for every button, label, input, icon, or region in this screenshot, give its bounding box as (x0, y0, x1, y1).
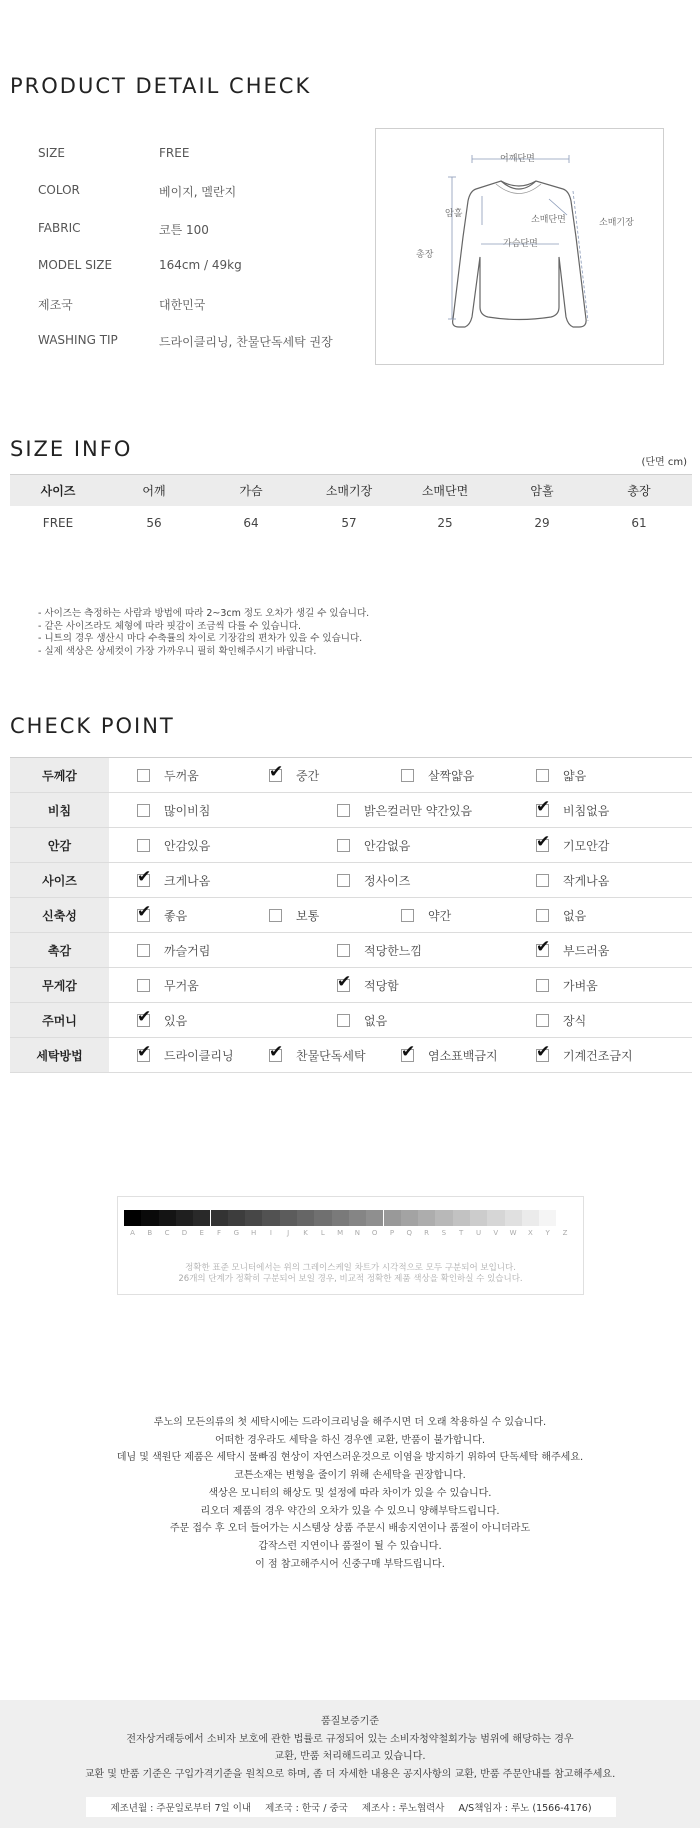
footer-info-item: 제조사 : 루노협력사 (361, 1803, 445, 1814)
grayscale-description (118, 1263, 583, 1285)
checkmark-icon: ✔ (137, 1006, 152, 1027)
care-line: 리오더 제품의 경우 약간의 오차가 있을 수 있으니 양해부탁드립니다. (200, 1505, 500, 1517)
grayscale-swatch (435, 1210, 452, 1226)
checkbox[interactable] (137, 1041, 152, 1062)
note-line: - 실제 색상은 상세컷이 가장 가까우니 필히 확인해주시기 바랍니다. (38, 645, 317, 657)
footer-line: 교환 및 반품 기준은 구입가격기준을 원칙으로 하며, 좀 더 자세한 내용은 공지사항의 교환, 반품 주문안내를 참고해주세요. (84, 1768, 616, 1780)
check-option[interactable] (137, 828, 210, 862)
check-option-label: 크게나옴 (164, 873, 211, 888)
check-option[interactable] (536, 863, 609, 897)
detail-value: 코튼 100 (159, 223, 209, 237)
check-option[interactable] (337, 828, 410, 862)
label-shoulder: 어깨단면 (500, 154, 535, 164)
grayscale-letter: Z (562, 1229, 568, 1237)
care-line: 데님 및 색원단 제품은 세탁시 물빠짐 현상이 자연스러운것으로 이염을 방지하기 위하여 단독세탁 해주세요. (116, 1452, 584, 1464)
grayscale-letter: V (493, 1229, 499, 1237)
grayscale-swatch (470, 1210, 487, 1226)
size-unit: (단면 cm) (641, 457, 687, 468)
grayscale-swatch (228, 1210, 245, 1226)
size-header-cell: 암홀 (530, 484, 554, 498)
check-row (10, 863, 692, 898)
check-option-label: 없음 (364, 1013, 388, 1028)
detail-key: SIZE (38, 146, 65, 160)
product-detail-title: PRODUCT DETAIL CHECK (10, 74, 312, 98)
checkbox[interactable] (536, 909, 549, 922)
grayscale-swatch (262, 1210, 279, 1226)
check-row (10, 898, 692, 933)
checkmark-icon: ✔ (137, 1041, 152, 1062)
grayscale-swatch (366, 1210, 383, 1226)
grayscale-letter: Y (545, 1229, 550, 1237)
check-row (10, 1038, 692, 1073)
grayscale-letter: C (164, 1229, 170, 1237)
checkbox[interactable] (337, 971, 352, 992)
grayscale-letter: H (250, 1229, 257, 1237)
checkbox[interactable] (536, 936, 551, 957)
grayscale-swatch (211, 1210, 228, 1226)
check-option-label: 염소표백금지 (428, 1048, 498, 1063)
check-option-label: 얇음 (563, 768, 587, 783)
check-option[interactable] (536, 1038, 633, 1072)
check-option-label: 많이비침 (164, 803, 211, 818)
checkbox[interactable] (337, 944, 350, 957)
grayscale-letter: I (269, 1229, 272, 1237)
check-option-label: 밝은컬러만 약간있음 (364, 803, 473, 818)
size-cell: 25 (437, 516, 453, 530)
size-cell: 64 (243, 516, 259, 530)
check-option[interactable] (337, 968, 399, 1002)
check-row (10, 933, 692, 968)
care-line: 이 점 참고해주시어 신중구매 부탁드립니다. (255, 1558, 445, 1570)
grayscale-swatch (245, 1210, 262, 1226)
footer-line: 교환, 반품 처리해드리고 있습니다. (274, 1751, 426, 1762)
check-option[interactable] (401, 1038, 498, 1072)
check-option-label: 비침없음 (563, 803, 610, 818)
care-line: 색상은 모니터의 해상도 및 설정에 따라 차이가 있을 수 있습니다. (208, 1487, 492, 1499)
check-option[interactable] (401, 758, 474, 792)
check-option[interactable] (536, 828, 609, 862)
check-option-label: 무거움 (164, 978, 199, 993)
checkmark-icon: ✔ (536, 796, 551, 817)
check-option-label: 적당한느낌 (364, 943, 422, 958)
size-header-cell: 가슴 (239, 484, 263, 498)
label-total-length: 총장 (416, 250, 434, 260)
checkbox[interactable] (137, 769, 150, 782)
check-option-label: 두꺼움 (164, 768, 199, 783)
check-option[interactable] (536, 968, 598, 1002)
grayscale-letter: X (527, 1229, 533, 1237)
size-cell: 29 (534, 516, 550, 530)
check-option[interactable] (137, 933, 210, 967)
grayscale-swatch (280, 1210, 297, 1226)
checkmark-icon: ✔ (536, 831, 551, 852)
check-option[interactable] (536, 898, 586, 932)
checkbox[interactable] (401, 1041, 416, 1062)
detail-key: COLOR (38, 183, 80, 197)
grayscale-swatch (401, 1210, 418, 1226)
checkbox[interactable] (536, 979, 549, 992)
check-option[interactable] (337, 863, 410, 897)
grayscale-letter: T (459, 1229, 464, 1237)
size-cell: FREE (42, 516, 74, 530)
grayscale-letter: W (509, 1229, 517, 1237)
check-option[interactable] (269, 898, 319, 932)
size-header-cell: 사이즈 (40, 484, 76, 498)
checkbox[interactable] (536, 769, 549, 782)
grayscale-swatch (124, 1210, 141, 1226)
check-row (10, 1003, 692, 1038)
label-chest: 가슴단면 (503, 239, 538, 249)
size-cell: 61 (631, 516, 647, 530)
checkbox[interactable] (337, 839, 350, 852)
size-table-header (10, 474, 692, 506)
size-notes (38, 608, 369, 658)
size-info-title: SIZE INFO (10, 437, 133, 461)
care-line: 코튼소재는 변형을 줄이기 위해 손세탁을 권장합니다. (234, 1470, 466, 1482)
checkmark-icon: ✔ (536, 1041, 551, 1062)
grayscale-letter: U (475, 1229, 482, 1237)
grayscale-letter: S (441, 1229, 447, 1237)
checkbox[interactable] (536, 1014, 549, 1027)
check-option[interactable] (337, 1003, 387, 1037)
check-option[interactable] (137, 758, 199, 792)
detail-value: FREE (159, 146, 190, 160)
label-sleeve-width: 소매단면 (531, 215, 566, 225)
footer-info-item: 제조년월 : 주문일로부터 7일 이내 (110, 1803, 252, 1814)
checkbox[interactable] (337, 874, 350, 887)
detail-key: 제조국 (38, 298, 73, 312)
check-row-label: 비침 (10, 793, 109, 827)
check-option[interactable] (137, 968, 199, 1002)
check-point-table (10, 757, 692, 1073)
grayscale-text-line: 26개의 단계가 정확히 구분되어 보일 경우, 비교적 정확한 제품 색상을 확인하실 수 있습니다. (178, 1274, 523, 1284)
grayscale-swatch (418, 1210, 435, 1226)
grayscale-swatch (193, 1210, 210, 1226)
check-row-label: 주머니 (10, 1003, 109, 1037)
grayscale-letter: N (354, 1229, 361, 1237)
grayscale-letter: G (233, 1229, 240, 1237)
check-option-label: 있음 (164, 1013, 188, 1028)
check-option-label: 좋음 (164, 908, 188, 923)
check-option[interactable] (137, 898, 187, 932)
grayscale-swatch (349, 1210, 366, 1226)
check-point-title: CHECK POINT (10, 714, 175, 738)
check-option-label: 정사이즈 (364, 873, 411, 888)
grayscale-swatch (332, 1210, 349, 1226)
check-row (10, 968, 692, 1003)
care-line: 루노의 모든의류의 첫 세탁시에는 드라이크리닝을 해주시면 더 오래 착용하실 수 있습니다. (153, 1417, 547, 1428)
footer-info-item: 제조국 : 한국 / 중국 (265, 1803, 348, 1814)
checkbox[interactable] (536, 796, 551, 817)
check-row-label: 신축성 (10, 898, 109, 932)
check-option[interactable] (536, 758, 586, 792)
check-option[interactable] (536, 933, 609, 967)
detail-key: MODEL SIZE (38, 258, 113, 272)
check-row (10, 793, 692, 828)
check-row-label: 세탁방법 (10, 1038, 109, 1072)
checkbox[interactable] (536, 874, 549, 887)
grayscale-swatch (557, 1210, 574, 1226)
checkbox[interactable] (137, 804, 150, 817)
check-row-label: 안감 (10, 828, 109, 862)
check-option[interactable] (536, 1003, 586, 1037)
grayscale-swatch (539, 1210, 556, 1226)
grayscale-letter: J (287, 1229, 290, 1237)
checkmark-icon: ✔ (137, 901, 152, 922)
checkmark-icon: ✔ (337, 971, 352, 992)
grayscale-text-line: 정확한 표준 모니터에서는 위의 그레이스케일 차트가 시각적으로 모두 구분되어 보입니다. (185, 1263, 516, 1273)
label-sleeve-length: 소매기장 (599, 218, 634, 228)
check-row-label: 두께감 (10, 758, 109, 792)
grayscale-swatch (505, 1210, 522, 1226)
care-line: 갑작스런 지연이나 품절이 될 수 있습니다. (258, 1540, 442, 1552)
check-row (10, 828, 692, 863)
check-option[interactable] (269, 758, 319, 792)
checkbox[interactable] (137, 979, 150, 992)
check-option-label: 안감없음 (364, 838, 411, 853)
check-row-label: 무게감 (10, 968, 109, 1002)
checkbox[interactable] (337, 1014, 350, 1027)
grayscale-swatch (176, 1210, 193, 1226)
check-option-label: 안감있음 (164, 838, 211, 853)
check-option[interactable] (137, 863, 210, 897)
checkbox[interactable] (137, 901, 152, 922)
size-cell: 57 (341, 516, 357, 530)
check-option[interactable] (137, 793, 210, 827)
footer-line: 전자상거래등에서 소비자 보호에 관한 법률로 규정되어 있는 소비자청약철회가능 범위에 해당하는 경우 (126, 1733, 574, 1745)
check-option[interactable] (269, 1038, 366, 1072)
checkbox[interactable] (137, 839, 150, 852)
size-header-cell: 소매단면 (421, 484, 469, 498)
check-row-label: 촉감 (10, 933, 109, 967)
grayscale-letter: P (389, 1229, 395, 1237)
checkbox[interactable] (401, 909, 414, 922)
checkbox[interactable] (137, 944, 150, 957)
grayscale-letter: L (320, 1229, 325, 1237)
grayscale-letter: R (424, 1229, 430, 1237)
detail-value: 드라이클리닝, 찬물단독세탁 권장 (159, 335, 333, 349)
care-line: 주문 접수 후 오더 들어가는 시스템상 상품 주문시 배송지연이나 품절이 아니더라도 (169, 1523, 531, 1535)
check-row-label: 사이즈 (10, 863, 109, 897)
check-option[interactable] (401, 898, 451, 932)
check-option[interactable] (137, 1038, 234, 1072)
checkmark-icon: ✔ (269, 1041, 284, 1062)
label-armhole: 암홀 (445, 209, 463, 219)
size-header-cell: 소매기장 (325, 484, 373, 498)
grayscale-letter: K (303, 1229, 308, 1237)
grayscale-letter: Q (406, 1229, 413, 1237)
note-line: - 니트의 경우 생산시 마다 수축률의 차이로 기장감의 편차가 있을 수 있습니다. (38, 633, 363, 644)
check-option-label: 없음 (563, 908, 587, 923)
detail-value: 베이지, 멜란지 (159, 185, 237, 199)
grayscale-swatch (314, 1210, 331, 1226)
check-option-label: 가벼움 (563, 978, 598, 993)
check-option[interactable] (337, 933, 422, 967)
grayscale-swatch (384, 1210, 401, 1226)
check-option-label: 약간 (428, 908, 452, 923)
detail-key: FABRIC (38, 221, 81, 235)
checkmark-icon: ✔ (269, 761, 284, 782)
checkbox[interactable] (536, 1041, 551, 1062)
check-option-label: 보통 (296, 908, 320, 923)
footer-line: 품질보증기준 (321, 1716, 379, 1727)
checkbox[interactable] (337, 804, 350, 817)
grayscale-letter: O (371, 1229, 378, 1237)
checkbox[interactable] (137, 866, 152, 887)
grayscale-letter: D (181, 1229, 188, 1237)
grayscale-letter: F (216, 1229, 222, 1237)
grayscale-letter: B (147, 1229, 153, 1237)
note-line: - 같은 사이즈라도 체형에 따라 핏감이 조금씩 다를 수 있습니다. (38, 620, 302, 632)
checkbox[interactable] (269, 1041, 284, 1062)
check-option-label: 기계건조금지 (563, 1048, 633, 1063)
grayscale-swatch (522, 1210, 539, 1226)
footer-info-item: A/S책임자 : 루노 (1566-4176) (458, 1803, 592, 1814)
check-option[interactable] (337, 793, 472, 827)
care-line: 어떠한 경우라도 세탁을 하신 경우엔 교환, 반품이 불가합니다. (214, 1434, 486, 1446)
grayscale-swatch (297, 1210, 314, 1226)
check-option-label: 적당함 (364, 978, 399, 993)
check-option[interactable] (536, 793, 609, 827)
note-line: - 사이즈는 측정하는 사람과 방법에 따라 2~3cm 정도 오차가 생길 수 있습니다. (38, 608, 370, 619)
check-option-label: 기모안감 (563, 838, 610, 853)
checkbox[interactable] (269, 761, 284, 782)
check-option-label: 작게나옴 (563, 873, 610, 888)
check-option-label: 중간 (296, 768, 320, 783)
detail-value: 대한민국 (159, 298, 206, 312)
grayscale-letter: A (130, 1229, 135, 1237)
check-option-label: 찬물단독세탁 (296, 1048, 366, 1063)
check-option-label: 장식 (563, 1013, 587, 1028)
quality-footer (0, 1700, 700, 1828)
checkbox[interactable] (401, 769, 414, 782)
check-option-label: 까슬거림 (164, 943, 211, 958)
grayscale-swatch (141, 1210, 158, 1226)
checkbox[interactable] (137, 1006, 152, 1027)
table-row (10, 506, 692, 540)
check-option-label: 드라이클리닝 (164, 1048, 234, 1063)
manufacture-info (86, 1797, 616, 1817)
checkbox[interactable] (536, 831, 551, 852)
size-cell: 56 (146, 516, 162, 530)
grayscale-chart (117, 1196, 584, 1295)
detail-value: 164cm / 49kg (159, 258, 242, 272)
check-option-label: 부드러움 (563, 943, 610, 958)
check-option[interactable] (137, 1003, 187, 1037)
grayscale-letter: M (337, 1229, 344, 1237)
quality-guarantee-text (0, 1713, 700, 1783)
grayscale-letter: E (199, 1229, 204, 1237)
check-option-label: 살짝얇음 (428, 768, 475, 783)
care-notice (0, 1414, 700, 1573)
checkmark-icon: ✔ (536, 936, 551, 957)
garment-diagram (375, 128, 664, 365)
size-header-cell: 총장 (627, 484, 651, 498)
checkmark-icon: ✔ (401, 1041, 416, 1062)
grayscale-swatch (159, 1210, 176, 1226)
grayscale-swatch (487, 1210, 504, 1226)
checkbox[interactable] (269, 909, 282, 922)
grayscale-swatch (453, 1210, 470, 1226)
checkmark-icon: ✔ (137, 866, 152, 887)
check-row (10, 758, 692, 793)
detail-key: WASHING TIP (38, 333, 118, 347)
size-header-cell: 어깨 (142, 484, 166, 498)
